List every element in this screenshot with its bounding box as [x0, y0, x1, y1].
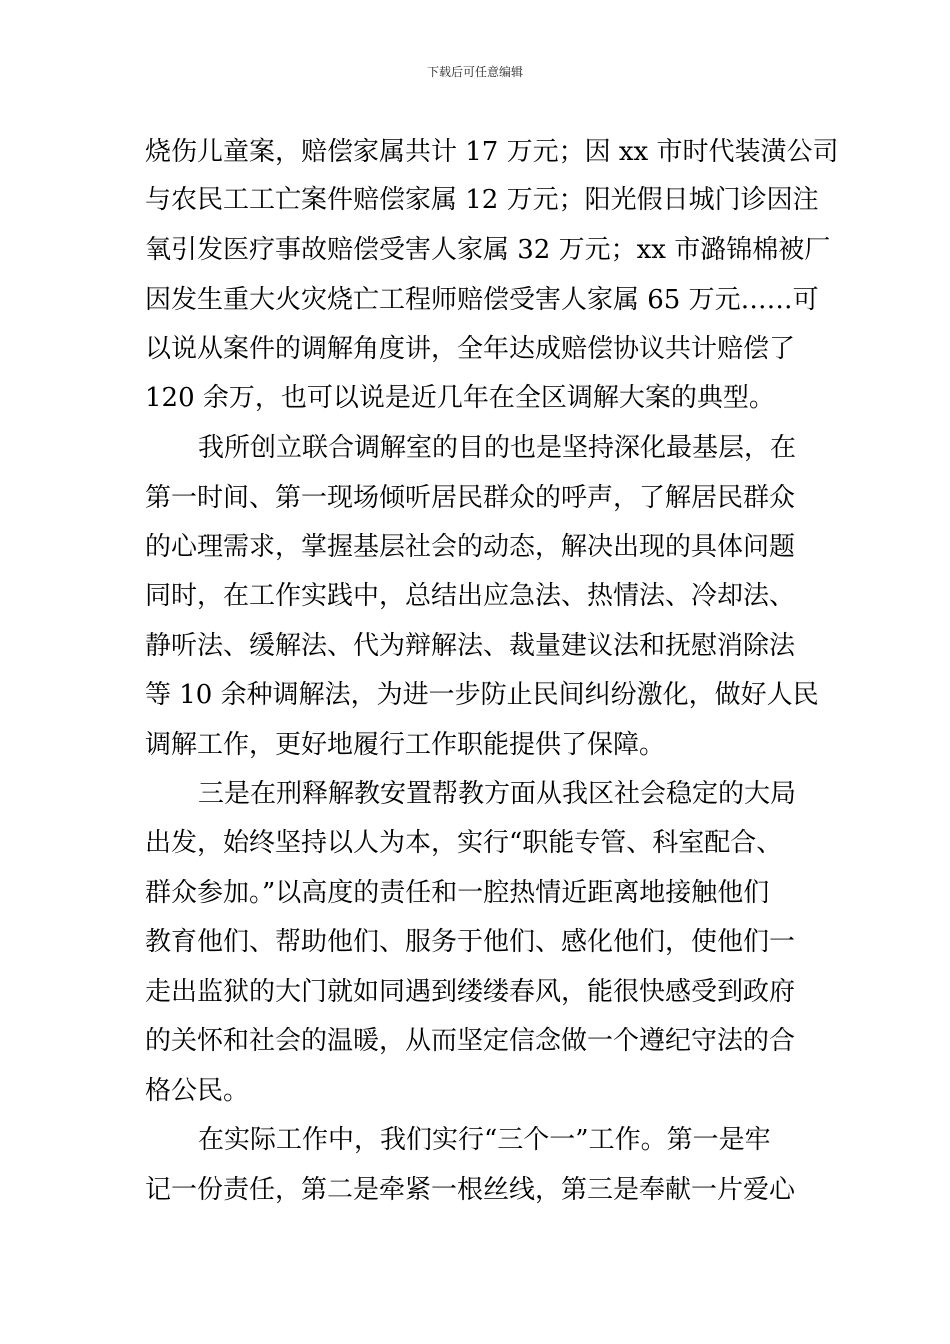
text-line: 静听法、缓解法、代为辩解法、裁量建议法和抚慰消除法: [145, 631, 796, 661]
text-line: 以说从案件的调解角度讲，全年达成赔偿协议共计赔偿了: [145, 334, 796, 364]
text-line: 烧伤儿童案，赔偿家属共计 17 万元；因 xx 市时代装潢公司: [145, 137, 839, 167]
text-line: 出发，始终坚持以人为本，实行“职能专管、科室配合、: [145, 828, 783, 858]
text-line: 120 余万，也可以说是近几年在全区调解大案的典型。: [145, 383, 775, 413]
text-line: 群众参加。”以高度的责任和一腔热情近距离地接触他们: [145, 878, 770, 908]
text-line: 教育他们、帮助他们、服务于他们、感化他们，使他们一: [145, 927, 796, 957]
text-line: 三是在刑释解教安置帮教方面从我区社会稳定的大局: [198, 779, 797, 809]
page-header: 下载后可任意编辑: [426, 65, 523, 79]
text-line: 格公民。: [145, 1076, 250, 1106]
text-line: 调解工作，更好地履行工作职能提供了保障。: [145, 730, 666, 760]
text-line: 第一时间、第一现场倾听居民群众的呼声，了解居民群众: [145, 483, 796, 513]
text-line: 氧引发医疗事故赔偿受害人家属 32 万元；xx 市潞锦棉被厂: [145, 235, 831, 265]
text-line: 在实际工作中，我们实行“三个一”工作。第一是牢: [198, 1125, 771, 1155]
text-line: 的关怀和社会的温暖，从而坚定信念做一个遵纪守法的合: [145, 1026, 796, 1056]
text-line: 我所创立联合调解室的目的也是坚持深化最基层，在: [198, 433, 797, 463]
text-line: 等 10 余种调解法，为进一步防止民间纠纷激化，做好人民: [145, 680, 819, 710]
text-line: 记一份责任，第二是牵紧一根丝线，第三是奉献一片爱心: [145, 1175, 796, 1205]
text-line: 的心理需求，掌握基层社会的动态，解决出现的具体问题: [145, 532, 796, 562]
text-line: 走出监狱的大门就如同遇到缕缕春风，能很快感受到政府: [145, 977, 796, 1007]
text-line: 因发生重大火灾烧亡工程师赔偿受害人家属 65 万元……可: [145, 285, 819, 315]
text-line: 与农民工工亡案件赔偿家属 12 万元；阳光假日城门诊因注: [145, 185, 819, 215]
text-line: 同时，在工作实践中，总结出应急法、热情法、冷却法、: [145, 581, 796, 611]
